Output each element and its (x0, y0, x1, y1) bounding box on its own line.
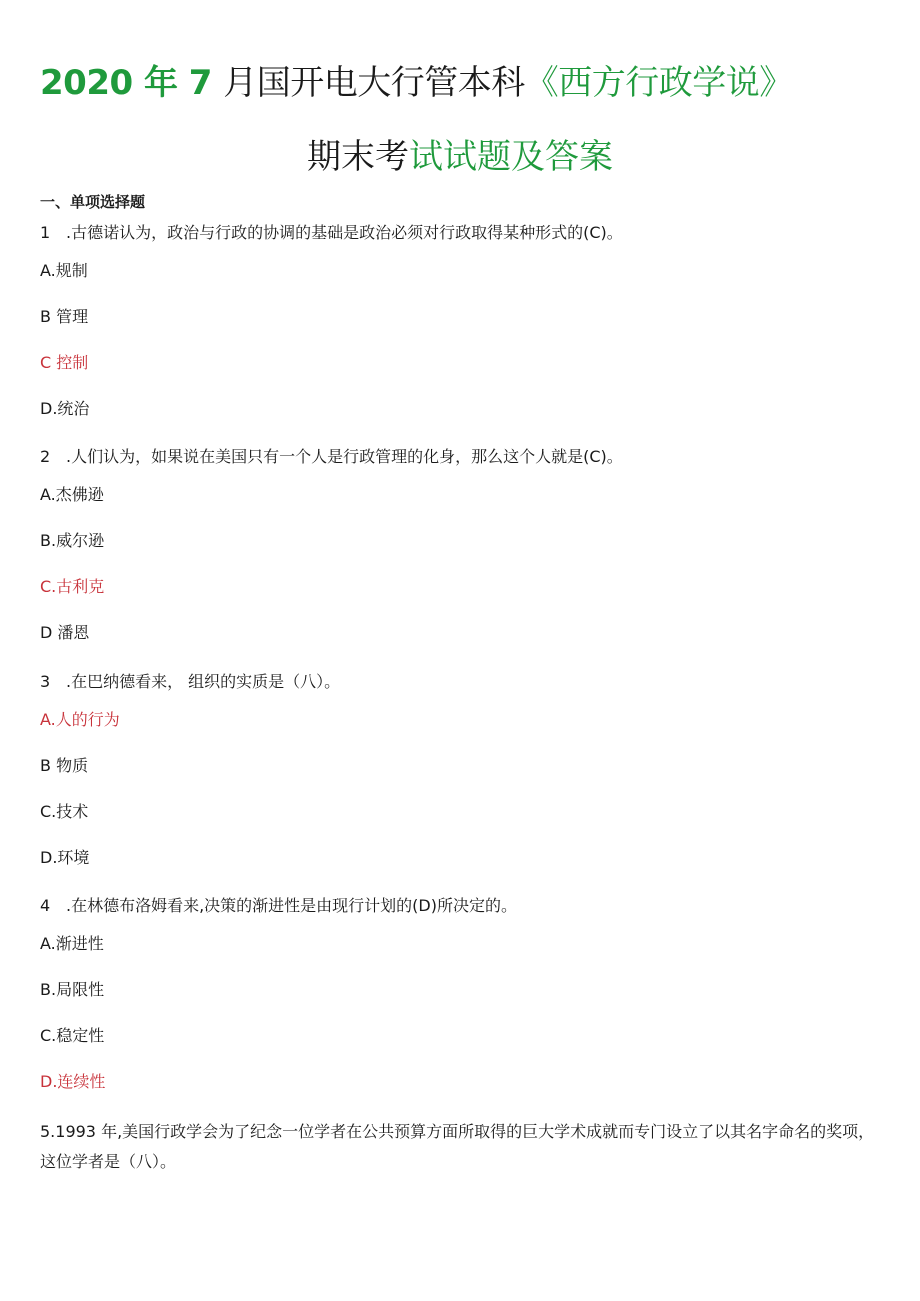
section-heading: 一、单项选择题 (40, 193, 146, 211)
option-3d: D.环境 (40, 848, 90, 867)
option-4c: C.稳定性 (40, 1026, 105, 1045)
subtitle-part1: 期末考 (307, 137, 409, 177)
option-2b: B.威尔逊 (40, 531, 105, 550)
question-5: 5.1993 年,美国行政学会为了纪念一位学者在公共预算方面所取得的巨大学术成就而专门设立了以其名字命名的奖项，这位学者是（八）。 (40, 1122, 875, 1171)
title-year-month: 2020 年 7 (40, 63, 224, 103)
question-1 (40, 222, 880, 244)
option-1a: A.规制 (40, 261, 88, 280)
question-3 (40, 671, 880, 693)
option-1b: B 管理 (40, 307, 89, 326)
question-text: .人们认为，如果说在美国只有一个人是行政管理的化身，那么这个人就是(C)。 (66, 447, 623, 466)
subtitle-part2: 试试题及答案 (409, 137, 613, 177)
question-2 (40, 446, 880, 468)
option-2c-answer: C.古利克 (40, 577, 105, 596)
option-4a: A.渐进性 (40, 934, 104, 953)
option-4d-answer: D.连续性 (40, 1072, 106, 1091)
question-text: .古德诺认为，政治与行政的协调的基础是政治必须对行政取得某种形式的(C)。 (66, 223, 623, 242)
document-title (40, 58, 900, 108)
title-course: 《西方行政学说》 (524, 63, 793, 103)
document-subtitle (0, 132, 920, 182)
question-text: .在林德布洛姆看来,决策的渐进性是由现行计划的(D)所决定的。 (66, 896, 517, 915)
question-4 (40, 895, 880, 917)
option-4b: B.局限性 (40, 980, 105, 999)
option-1d: D.统治 (40, 399, 90, 418)
question-number: 1 (40, 223, 51, 242)
question-number: 4 (40, 896, 51, 915)
question-text: .在巴纳德看来， 组织的实质是（八）。 (66, 672, 341, 691)
option-1c-answer: C 控制 (40, 353, 89, 372)
option-3b: B 物质 (40, 756, 89, 775)
title-source: 月国开电大行管本科 (223, 63, 525, 103)
question-number: 2 (40, 447, 51, 466)
question-number: 3 (40, 672, 51, 691)
option-2d: D 潘恩 (40, 623, 90, 642)
option-3a-answer: A.人的行为 (40, 710, 120, 729)
option-2a: A.杰佛逊 (40, 485, 104, 504)
option-3c: C.技术 (40, 802, 89, 821)
